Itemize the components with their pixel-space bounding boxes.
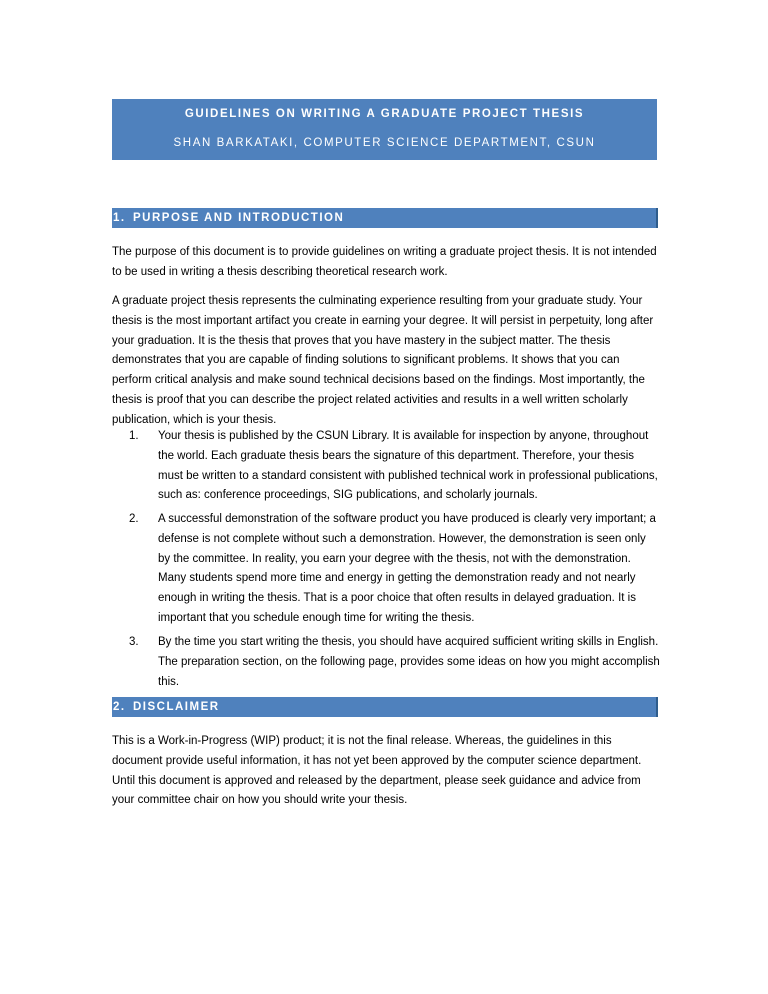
title-block	[112, 99, 657, 160]
section-number: 1.	[113, 212, 126, 224]
document-author-line: SHAN BARKATAKI, COMPUTER SCIENCE DEPARTMENT, CSUN	[173, 137, 596, 149]
list-item-number: 1.	[129, 430, 139, 442]
list-item-text: Your thesis is published by the CSUN Library. It is available for inspection by anyone, throughout the world. Each graduate thesis bears the signature of this department. Therefore, your thesis must be written to a standard consistent with published technical work in professional publications, such as: conference proceedings, SIG publications, and scholarly journals.	[158, 430, 658, 502]
document-title: GUIDELINES ON WRITING A GRADUATE PROJECT THESIS	[184, 108, 585, 120]
list-item-number: 2.	[129, 513, 139, 525]
list-item-text: A successful demonstration of the software product you have produced is clearly very important; a defense is not complete without such a demonstration. However, the demonstration is seen only by the committee. In reality, you earn your degree with the thesis, not with the demonstration. Many students spend more time and energy in getting the demonstration ready and not nearly enough in writing the thesis. That is a poor choice that often results in delayed graduation. It is important that you schedule enough time for writing the thesis.	[158, 513, 656, 624]
paragraph: A graduate project thesis represents the culminating experience resulting from your graduate study. Your thesis is the most important artifact you create in earning your degree. It will persist in perpetuity, long after your graduation. It is the thesis that proves that you have mastery in the subject matter. The thesis demonstrates that you are capable of finding solutions to significant problems. It shows that you can perform critical analysis and make sound technical decisions based on the findings. Most importantly, the thesis is proof that you can describe the project related activities and results in a well written scholarly publication, which is your thesis.	[112, 295, 654, 426]
list-item-number: 3.	[129, 636, 139, 648]
section-number: 2.	[113, 701, 126, 713]
section-title: PURPOSE AND INTRODUCTION	[133, 212, 345, 224]
paragraph: This is a Work-in-Progress (WIP) product; it is not the final release. Whereas, the guidelines in this document provide useful information, it has not yet been approved by the computer science department. Until this document is approved and released by the department, please seek guidance and advice from your committee chair on how you should write your thesis.	[112, 735, 642, 807]
paragraph: The purpose of this document is to provide guidelines on writing a graduate project thesis. It is not intended to be used in writing a thesis describing theoretical research work.	[112, 246, 657, 278]
section-heading-purpose	[112, 208, 657, 228]
list-item-text: By the time you start writing the thesis, you should have acquired sufficient writing skills in English. The preparation section, on the following page, provides some ideas on how you might accomplish this.	[158, 636, 660, 688]
heading-divider	[656, 697, 658, 717]
section-title: DISCLAIMER	[133, 701, 220, 713]
heading-divider	[656, 208, 658, 228]
section-heading-disclaimer	[112, 697, 657, 717]
